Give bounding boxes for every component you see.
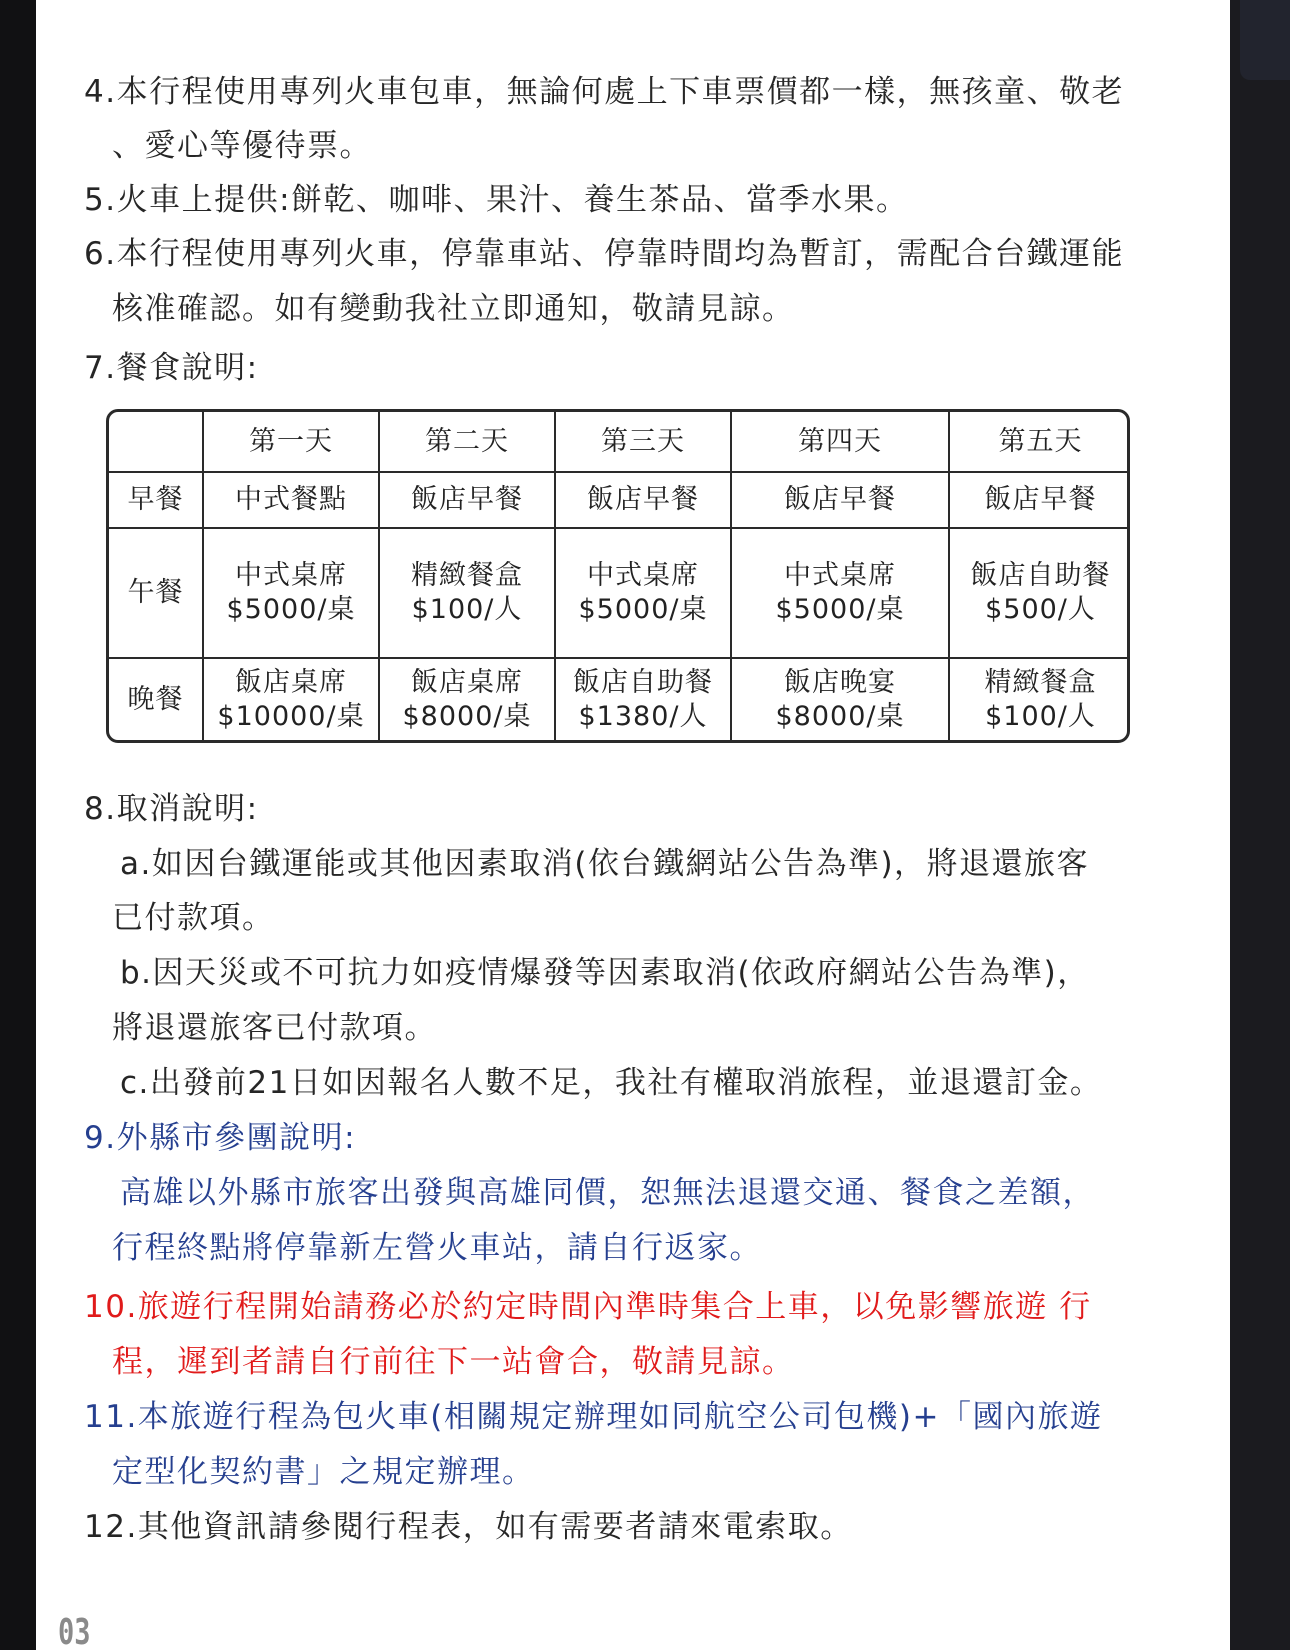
- right-dark-margin: [1230, 0, 1290, 1650]
- day-header-3: 第三天: [555, 412, 731, 472]
- item-8-cancel-heading: 8.取消說明:: [84, 791, 259, 827]
- item-7-meal-heading: 7.餐食說明:: [84, 350, 259, 386]
- document-page: [36, 0, 1230, 1650]
- meal-table-header-row: [109, 412, 1130, 472]
- table-cell: 精緻餐盒 $100/人: [949, 658, 1130, 740]
- table-cell: 中式桌席 $5000/桌: [203, 528, 379, 658]
- day-header-5: 第五天: [949, 412, 1130, 472]
- item-9-line-1: 高雄以外縣市旅客出發與高雄同價，恕無法退還交通、餐食之差額，: [120, 1175, 1095, 1211]
- item-5: 5.火車上提供:餅乾、咖啡、果汁、養生茶品、當季水果。: [84, 182, 909, 218]
- item-12: 12.其他資訊請參閱行程表，如有需要者請來電索取。: [84, 1509, 853, 1545]
- table-cell: 飯店桌席 $8000/桌: [379, 658, 555, 740]
- item-6-line-2: 核准確認。如有變動我社立即通知，敬請見諒。: [112, 291, 795, 327]
- meal-table-corner-cell: [109, 412, 203, 472]
- row-label-lunch: 午餐: [109, 528, 203, 658]
- table-cell: 飯店自助餐 $1380/人: [555, 658, 731, 740]
- day-header-1: 第一天: [203, 412, 379, 472]
- table-cell: 飯店早餐: [555, 472, 731, 528]
- dinner-row: [109, 658, 1130, 740]
- breakfast-row: [109, 472, 1130, 528]
- day-header-4: 第四天: [731, 412, 949, 472]
- item-9-line-2: 行程終點將停靠新左營火車站，請自行返家。: [112, 1230, 762, 1266]
- item-11-line-2: 定型化契約書」之規定辦理。: [112, 1454, 535, 1490]
- item-8c: c.出發前21日如因報名人數不足，我社有權取消旅程，並退還訂金。: [120, 1065, 1103, 1101]
- table-cell: 中式桌席 $5000/桌: [555, 528, 731, 658]
- meal-table: [106, 409, 1130, 743]
- row-label-breakfast: 早餐: [109, 472, 203, 528]
- item-8b-line-1: b.因天災或不可抗力如疫情爆發等因素取消(依政府網站公告為準)，: [120, 955, 1090, 991]
- item-4-line-1: 4.本行程使用專列火車包車，無論何處上下車票價都一樣，無孩童、敬老: [84, 74, 1125, 110]
- item-10-line-2: 程，遲到者請自行前往下一站會合，敬請見諒。: [112, 1344, 795, 1380]
- lunch-row: [109, 528, 1130, 658]
- table-cell: 飯店早餐: [949, 472, 1130, 528]
- table-cell: 中式餐點: [203, 472, 379, 528]
- table-cell: 飯店桌席 $10000/桌: [203, 658, 379, 740]
- item-10-line-1: 10.旅遊行程開始請務必於約定時間內準時集合上車，以免影響旅遊 行: [84, 1289, 1092, 1325]
- table-cell: 飯店早餐: [731, 472, 949, 528]
- item-9-heading: 9.外縣市參團說明:: [84, 1120, 357, 1156]
- table-cell: 飯店早餐: [379, 472, 555, 528]
- table-cell: 飯店自助餐 $500/人: [949, 528, 1130, 658]
- table-cell: 中式桌席 $5000/桌: [731, 528, 949, 658]
- item-11-line-1: 11.本旅遊行程為包火車(相關規定辦理如同航空公司包機)+「國內旅遊: [84, 1399, 1103, 1435]
- item-8a-line-1: a.如因台鐵運能或其他因素取消(依台鐵網站公告為準)，將退還旅客: [120, 846, 1090, 882]
- item-6-line-1: 6.本行程使用專列火車，停靠車站、停靠時間均為暫訂，需配合台鐵運能: [84, 236, 1125, 272]
- day-header-2: 第二天: [379, 412, 555, 472]
- table-cell: 飯店晚宴 $8000/桌: [731, 658, 949, 740]
- page-number: 03: [58, 1612, 91, 1650]
- left-dark-margin: [0, 0, 36, 1650]
- item-8b-line-2: 將退還旅客已付款項。: [112, 1010, 437, 1046]
- item-8a-line-2: 已付款項。: [112, 900, 275, 936]
- dark-edge-tab: [1240, 0, 1290, 80]
- table-cell: 精緻餐盒 $100/人: [379, 528, 555, 658]
- item-4-line-2: 、愛心等優待票。: [112, 128, 372, 164]
- row-label-dinner: 晚餐: [109, 658, 203, 740]
